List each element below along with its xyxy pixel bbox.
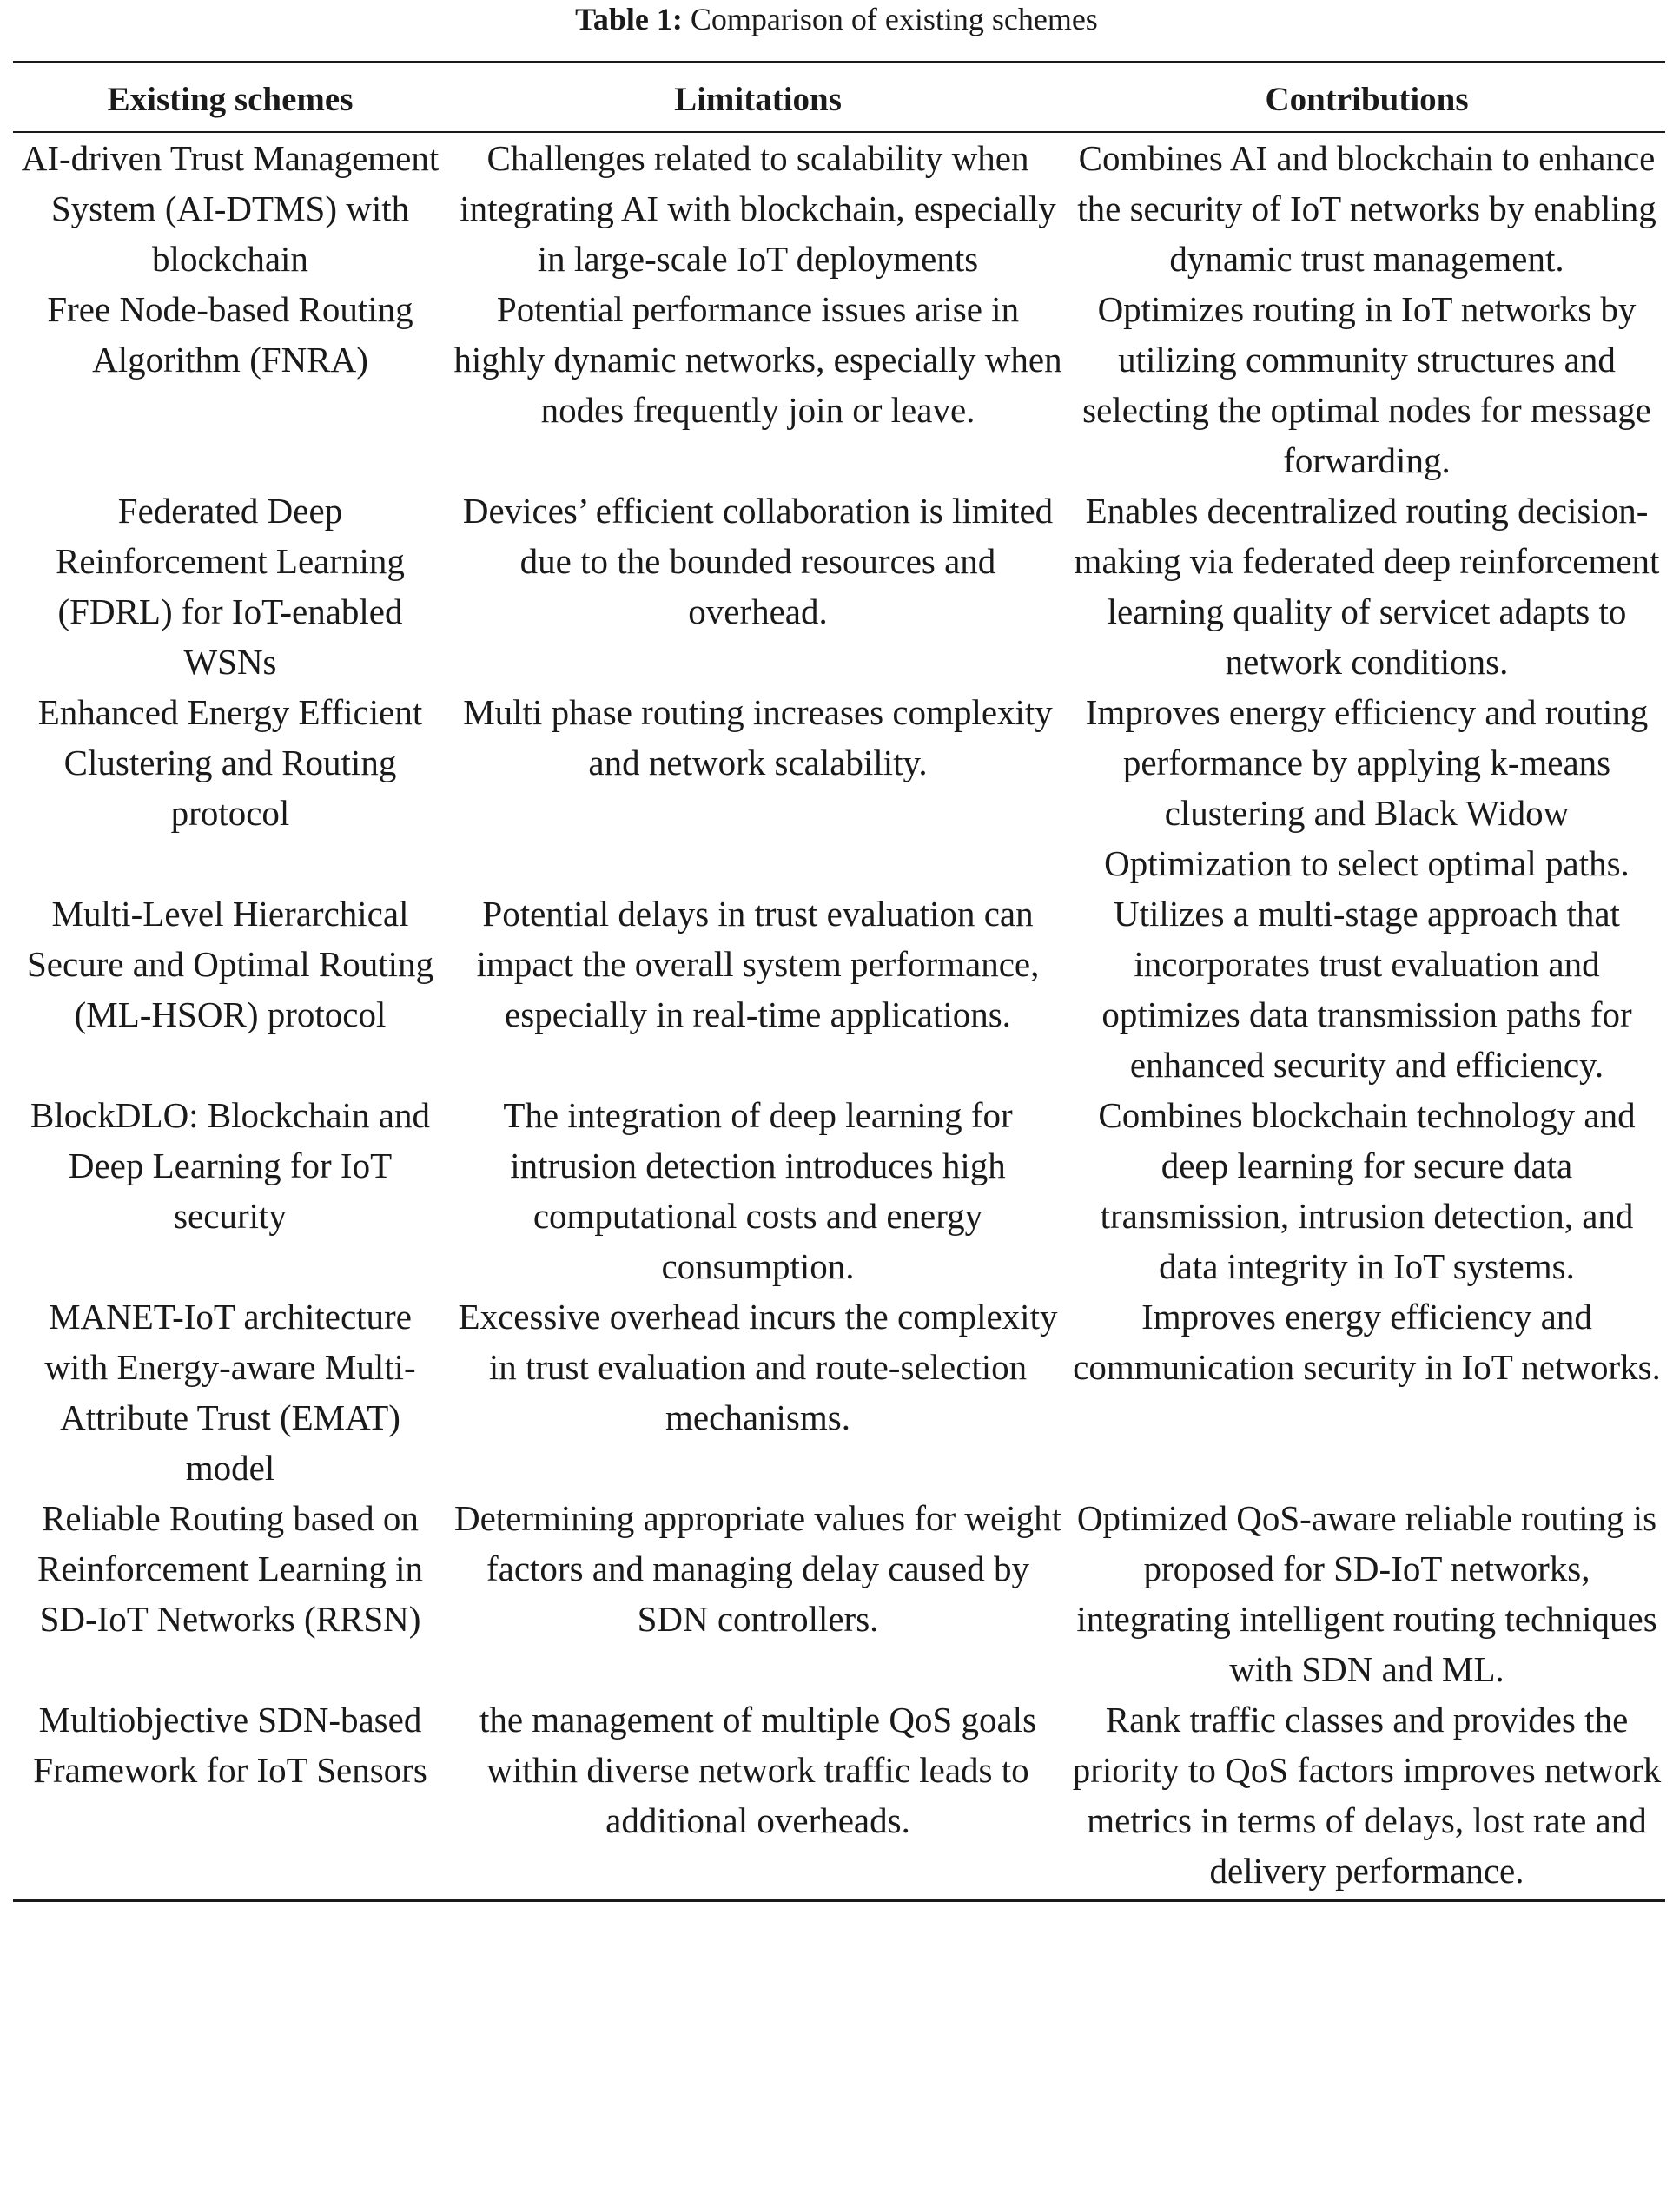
cell-contribution: Enables decentralized routing decision-making via federated deep reinforcement learning quality of servicet adapts to network conditions. — [1074, 491, 1660, 682]
cell-limitation: the management of multiple QoS goals within diverse network traffic leads to additional overheads. — [447, 1694, 1068, 1901]
cell-contribution: Improves energy efficiency and routing performance by applying k-means clustering and Black Widow Optimization to select optimal paths. — [1085, 692, 1649, 883]
cell-contribution: Combines AI and blockchain to enhance the security of IoT networks by enabling dynamic trust management. — [1077, 138, 1656, 279]
header-existing-schemes: Existing schemes — [13, 63, 447, 133]
comparison-table — [13, 61, 1665, 1902]
table-caption — [0, 0, 1673, 37]
cell-scheme: Multiobjective SDN-based Framework for IoT Sensors — [13, 1694, 447, 1901]
table-row — [13, 1090, 1665, 1291]
cell-limitation: Challenges related to scalability when integrating AI with blockchain, especially in large-scale IoT deployments — [460, 138, 1056, 279]
table-row — [13, 485, 1665, 687]
cell-limitation: Potential delays in trust evaluation can impact the overall system performance, especially in real-time applications. — [476, 894, 1040, 1034]
table-row — [13, 1493, 1665, 1694]
cell-scheme: Free Node-based Routing Algorithm (FNRA) — [47, 289, 413, 380]
cell-contribution: Optimizes routing in IoT networks by utilizing community structures and selecting the optimal nodes for message forwarding. — [1082, 289, 1651, 480]
cell-limitation: Devices’ efficient collaboration is limited due to the bounded resources and overhead. — [462, 491, 1054, 631]
cell-scheme: Multi-Level Hierarchical Secure and Optimal Routing (ML-HSOR) protocol — [27, 894, 433, 1034]
cell-scheme: MANET-IoT architecture with Energy-aware Multi-Attribute Trust (EMAT) model — [44, 1297, 416, 1488]
cell-contribution: Rank traffic classes and provides the priority to QoS factors improves network metrics in terms of delays, lost rate and delivery performance. — [1068, 1694, 1665, 1901]
cell-contribution: Utilizes a multi-stage approach that incorporates trust evaluation and optimizes data transmission paths for enhanced security and efficiency. — [1101, 894, 1632, 1085]
cell-limitation: Potential performance issues arise in highly dynamic networks, especially when nodes frequently join or leave. — [453, 289, 1062, 430]
cell-contribution: Optimized QoS-aware reliable routing is proposed for SD-IoT networks, integrating intelligent routing techniques with SDN and ML. — [1076, 1498, 1657, 1689]
header-contributions: Contributions — [1068, 63, 1665, 133]
table-row — [13, 1694, 1665, 1901]
cell-limitation: Multi phase routing increases complexity and network scalability. — [463, 692, 1053, 782]
cell-limitation: Excessive overhead incurs the complexity in trust evaluation and route-selection mechanisms. — [458, 1297, 1058, 1437]
table-caption-label: Table 1: — [575, 2, 683, 36]
table-row — [13, 1291, 1665, 1493]
cell-contribution: Improves energy efficiency and communication security in IoT networks. — [1073, 1297, 1661, 1387]
cell-limitation: Determining appropriate values for weight factors and managing delay caused by SDN controllers. — [453, 1498, 1062, 1639]
header-limitations: Limitations — [447, 63, 1068, 133]
cell-scheme: BlockDLO: Blockchain and Deep Learning for IoT security — [30, 1095, 430, 1236]
table-row — [13, 132, 1665, 284]
cell-limitation: The integration of deep learning for intrusion detection introduces high computational costs and energy consumption. — [503, 1095, 1013, 1286]
cell-scheme: Enhanced Energy Efficient Clustering and Routing protocol — [37, 692, 423, 833]
table-row — [13, 284, 1665, 485]
cell-scheme: Federated Deep Reinforcement Learning (FDRL) for IoT-enabled WSNs — [56, 491, 405, 682]
comparison-table-container — [13, 61, 1665, 1902]
cell-scheme: Reliable Routing based on Reinforcement Learning in SD-IoT Networks (RRSN) — [37, 1498, 423, 1639]
table-caption-text: Comparison of existing schemes — [690, 2, 1098, 36]
cell-scheme: AI-driven Trust Management System (AI-DTMS) with blockchain — [21, 138, 440, 279]
table-header-row — [13, 63, 1665, 133]
table-row — [13, 687, 1665, 888]
table-row — [13, 888, 1665, 1090]
cell-contribution: Combines blockchain technology and deep learning for secure data transmission, intrusion detection, and data integrity in IoT systems. — [1098, 1095, 1636, 1286]
